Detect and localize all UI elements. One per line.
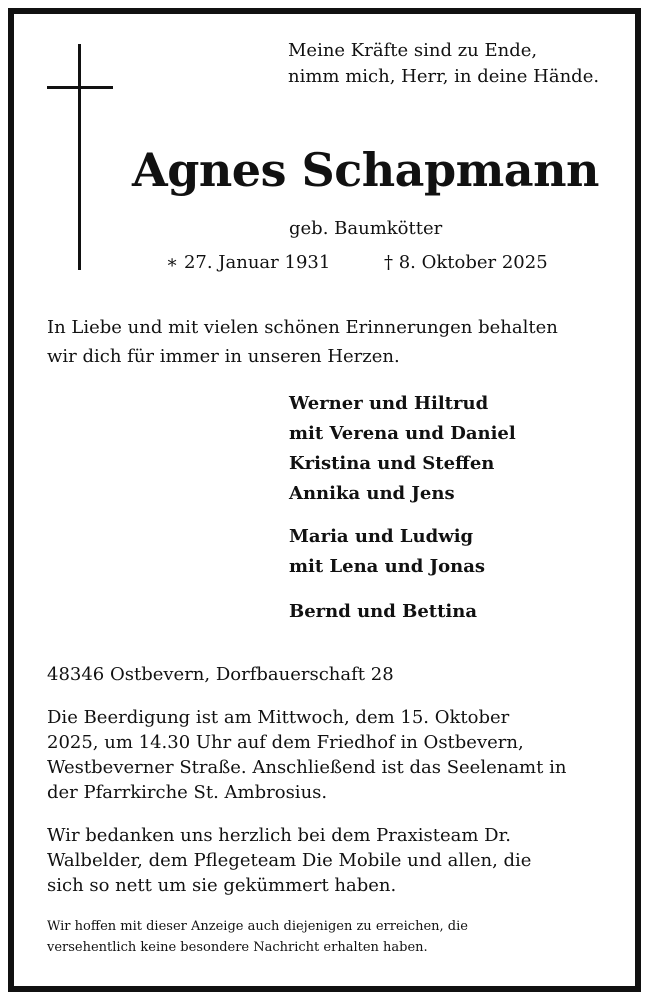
family-group-werner (289, 389, 609, 509)
funeral-line: Westbeverner Straße. Anschließend ist das Seelenamt in (47, 757, 567, 778)
mourner-line: Bernd und Bettina (289, 601, 477, 622)
maiden-name: geb. Baumkötter (289, 218, 443, 239)
thanks-text (47, 823, 607, 898)
thanks-line: sich so nett um sie gekümmert haben. (47, 875, 397, 896)
mourner-line: mit Lena und Jonas (289, 556, 486, 577)
cross-icon-bar (47, 86, 113, 89)
funeral-line: der Pfarrkirche St. Ambrosius. (47, 782, 328, 803)
intro-line: In Liebe und mit vielen schönen Erinnerungen behalten (47, 317, 558, 338)
mourner-line: mit Verena und Daniel (289, 423, 516, 444)
family-address: 48346 Ostbevern, Dorfbauerschaft 28 (47, 664, 394, 685)
cross-icon (78, 44, 81, 270)
intro-text (47, 313, 607, 371)
family-group-bernd (289, 597, 609, 627)
death-date: † 8. Oktober 2025 (384, 252, 548, 273)
family-group-maria (289, 522, 609, 582)
note-line: Wir hoffen mit dieser Anzeige auch diejenigen zu erreichen, die (47, 919, 468, 934)
mourner-line: Maria und Ludwig (289, 526, 474, 547)
birth-date: ∗ 27. Januar 1931 (166, 252, 331, 273)
funeral-details (47, 705, 607, 805)
mourner-line: Werner und Hiltrud (289, 393, 489, 414)
mourner-line: Kristina und Steffen (289, 453, 495, 474)
funeral-line: Die Beerdigung ist am Mittwoch, dem 15. Oktober (47, 707, 510, 728)
thanks-line: Wir bedanken uns herzlich bei dem Praxisteam Dr. (47, 825, 511, 846)
verse-line: Meine Kräfte sind zu Ende, (288, 40, 538, 61)
closing-note (47, 916, 607, 958)
intro-line: wir dich für immer in unseren Herzen. (47, 346, 400, 367)
note-line: versehentlich keine besondere Nachricht erhalten haben. (47, 940, 428, 955)
deceased-name: Agnes Schapmann (132, 143, 599, 197)
verse-line: nimm mich, Herr, in deine Hände. (288, 66, 600, 87)
bible-verse (288, 38, 618, 90)
thanks-line: Walbelder, dem Pflegeteam Die Mobile und allen, die (47, 850, 532, 871)
funeral-line: 2025, um 14.30 Uhr auf dem Friedhof in Ostbevern, (47, 732, 524, 753)
mourner-line: Annika und Jens (289, 483, 455, 504)
